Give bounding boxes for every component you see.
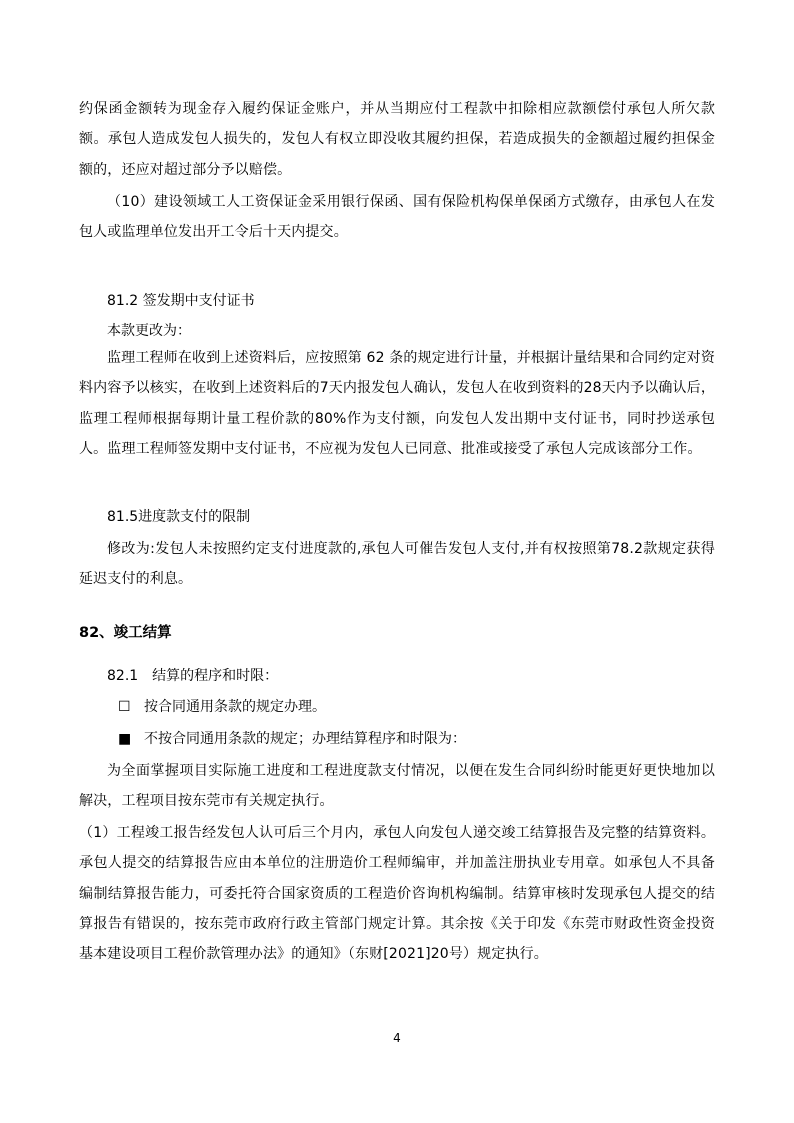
checkbox-checked-icon: ■ xyxy=(118,731,132,747)
section-82-heading: 82、竣工结算 xyxy=(79,625,172,641)
checkbox-unchecked-icon: ☐ xyxy=(118,699,131,715)
paragraph-settlement-item-1: （1）工程竣工报告经发包人认可后三个月内，承包人向发包人递交竣工结算报告及完整的结算资料。承包人提交的结算报告应由本单位的注册造价工程师编审，并加盖注册执业专用章。如承包人不具备编制结算报告能力，可委托符合国家资质的工程造价咨询机构编制。结算审核时发现承包人提交的结算报告有错误的，按东莞市政府行政主管部门规定计算。其余按《关于印发《东莞市财政性资金投资基本建设项目工程价款管理办法》的通知》（东财[2021]20号）规定执行。 xyxy=(79,825,715,963)
section-81-2-intro: 本款更改为： xyxy=(107,323,191,339)
paragraph-performance-bond: 约保函金额转为现金存入履约保证金账户，并从当期应付工程款中扣除相应款额偿付承包人所欠款额。承包人造成发包人损失的，发包人有权立即没收其履约担保，若造成损失的金额超过履约担保金额的，还应对超过部分予以赔偿。 xyxy=(79,101,715,178)
section-81-2-title: 81.2 签发期中支付证书 xyxy=(107,293,255,309)
section-81-5-body: 修改为:发包人未按照约定支付进度款的,承包人可催告发包人支付,并有权按照第78.2款规定获得延迟支付的利息。 xyxy=(79,541,715,588)
option-general-terms xyxy=(118,697,326,717)
option-special-terms-label: 不按合同通用条款的规定；办理结算程序和时限为： xyxy=(144,731,466,747)
paragraph-settlement-goal: 为全面掌握项目实际施工进度和工程进度款支付情况，以便在发生合同纠纷时能更好更快地加以解决，工程项目按东莞市有关规定执行。 xyxy=(79,763,715,810)
section-81-5-title: 81.5进度款支付的限制 xyxy=(107,509,251,525)
paragraph-wage-guarantee: （10）建设领域工人工资保证金采用银行保函、国有保险机构保单保函方式缴存，由承包人在发包人或监理单位发出开工令后十天内提交。 xyxy=(79,194,715,241)
section-81-2-body: 监理工程师在收到上述资料后，应按照第 62 条的规定进行计量，并根据计量结果和合同约定对资料内容予以核实，在收到上述资料后的7天内报发包人确认，发包人在收到资料的28天内予以确认后，监理工程师根据每期计量工程价款的80%作为支付额，向发包人发出期中支付证书，同时抄送承包人。监理工程师签发期中支付证书，不应视为发包人已同意、批准或接受了承包人完成该部分工作。 xyxy=(79,350,715,457)
option-special-terms xyxy=(118,729,466,749)
page-number: 4 xyxy=(393,1031,401,1045)
option-general-terms-label: 按合同通用条款的规定办理。 xyxy=(144,699,326,715)
section-82-1-title: 82.1 结算的程序和时限： xyxy=(107,668,279,684)
